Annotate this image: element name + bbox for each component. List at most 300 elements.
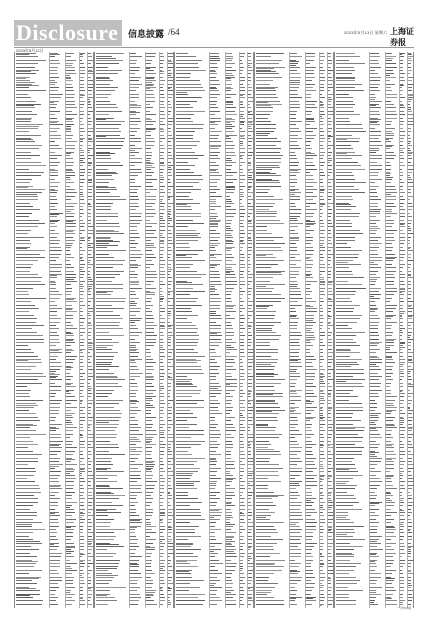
table-cell-text xyxy=(168,220,171,221)
table-cell-text xyxy=(66,301,77,302)
table-cell-text xyxy=(88,532,93,533)
table-cell-text xyxy=(226,60,232,61)
table-cell-text xyxy=(386,493,391,494)
table-cell-text xyxy=(240,356,245,357)
table-cell-text xyxy=(328,379,332,380)
table-cell-text xyxy=(320,282,324,283)
table-cell-text xyxy=(328,478,330,479)
table-cell-text xyxy=(400,451,405,452)
table-cell-text xyxy=(168,454,172,455)
table-cell-text xyxy=(66,547,75,548)
table-cell-text xyxy=(50,454,58,455)
table-cell-text xyxy=(290,577,302,578)
table-cell-text xyxy=(16,541,40,542)
table-cell-text xyxy=(176,549,201,550)
table-cell-text xyxy=(16,213,32,214)
table-cell-text xyxy=(160,169,164,170)
table-cell-text xyxy=(146,444,156,445)
table-cell-text xyxy=(88,502,92,503)
table-cell-text xyxy=(306,315,314,316)
table-cell-text xyxy=(96,549,107,550)
table-cell-text xyxy=(50,339,59,340)
table-cell-text xyxy=(408,522,412,523)
table-cell-text xyxy=(50,522,60,523)
table-cell-text xyxy=(146,167,155,168)
table-cell-text xyxy=(160,541,162,542)
table-cell-text xyxy=(66,422,73,423)
table-cell-text xyxy=(96,553,115,554)
table-cell-text xyxy=(226,230,233,231)
table-cell-text xyxy=(176,216,200,217)
table-cell-text xyxy=(50,87,59,88)
table-cell-text xyxy=(146,155,153,156)
table-cell-text xyxy=(386,177,393,178)
table-cell-text xyxy=(50,226,58,227)
table-cell-text xyxy=(370,604,379,605)
table-cell-text xyxy=(130,454,141,455)
table-cell-text xyxy=(248,424,253,425)
table-cell-text xyxy=(408,316,412,317)
table-cell-text xyxy=(146,359,154,360)
table-cell-text xyxy=(248,141,252,142)
table-cell-text xyxy=(146,390,156,391)
table-cell-text xyxy=(16,54,29,55)
table-cell-text xyxy=(66,101,76,102)
table-cell-text xyxy=(386,328,391,329)
table-cell-text xyxy=(210,111,220,112)
table-cell-text xyxy=(408,155,410,156)
table-cell-text xyxy=(210,517,215,518)
table-cell-text xyxy=(130,407,139,408)
table-cell-text xyxy=(210,464,216,465)
table-cell-text xyxy=(210,393,222,394)
table-cell-text xyxy=(256,471,278,472)
table-cell-text xyxy=(240,67,244,68)
table-cell-text xyxy=(320,566,322,567)
table-cell-text xyxy=(408,177,410,178)
table-cell-text xyxy=(386,543,396,544)
table-cell-text xyxy=(16,233,28,234)
table-cell-text xyxy=(386,366,393,367)
table-cell-text xyxy=(168,318,170,319)
table-cell-text xyxy=(320,111,324,112)
table-cell-text xyxy=(408,604,410,605)
table-cell-text xyxy=(306,277,313,278)
table-cell-text xyxy=(328,99,332,100)
table-cell-text xyxy=(210,165,219,166)
table-cell-text xyxy=(176,390,201,391)
table-cell-text xyxy=(80,359,82,360)
table-cell-text xyxy=(320,308,323,309)
table-cell-text xyxy=(96,377,118,378)
column-separator xyxy=(225,52,226,608)
table-cell-text xyxy=(226,104,233,105)
table-cell-text xyxy=(210,573,222,574)
table-cell-text xyxy=(50,240,60,241)
table-cell-text xyxy=(400,373,404,374)
table-cell-text xyxy=(336,485,357,486)
table-cell-text xyxy=(176,196,188,197)
table-cell-text xyxy=(130,243,139,244)
table-cell-text xyxy=(176,169,190,170)
table-cell-text xyxy=(88,573,90,574)
table-cell-text xyxy=(370,424,376,425)
table-cell-text xyxy=(336,483,346,484)
table-cell-text xyxy=(320,328,322,329)
table-cell-text xyxy=(336,131,365,132)
table-cell-text xyxy=(400,339,402,340)
table-cell-text xyxy=(66,70,75,71)
table-cell-text xyxy=(240,352,244,353)
table-cell-text xyxy=(256,413,278,414)
table-cell-text xyxy=(146,475,153,476)
table-cell-text xyxy=(256,592,270,593)
table-cell-text xyxy=(370,570,376,571)
table-cell-text xyxy=(66,415,73,416)
table-cell-text xyxy=(386,277,395,278)
table-cell-text xyxy=(256,308,267,309)
table-cell-text xyxy=(66,322,71,323)
table-cell-text xyxy=(306,294,311,295)
table-cell-text xyxy=(146,342,157,343)
table-cell-text xyxy=(160,257,163,258)
table-cell-text xyxy=(168,155,172,156)
table-cell-text xyxy=(290,461,303,462)
table-cell-text xyxy=(168,556,170,557)
table-cell-text xyxy=(408,135,410,136)
table-cell-text xyxy=(16,260,38,261)
table-cell-text xyxy=(176,179,203,180)
table-cell-text xyxy=(226,70,236,71)
table-cell-text xyxy=(66,376,73,377)
table-cell-text xyxy=(146,247,156,248)
table-cell-text xyxy=(160,206,164,207)
table-cell-text xyxy=(88,461,92,462)
table-cell-text xyxy=(370,417,379,418)
table-cell-text xyxy=(146,209,155,210)
table-cell-text xyxy=(80,543,84,544)
table-cell-text xyxy=(256,257,276,258)
table-cell-text xyxy=(328,413,330,414)
table-cell-text xyxy=(168,359,173,360)
table-cell-text xyxy=(336,298,350,299)
table-cell-text xyxy=(210,271,220,272)
table-cell-text xyxy=(88,566,90,567)
table-cell-text xyxy=(176,213,200,214)
table-cell-text xyxy=(370,498,376,499)
table-cell-text xyxy=(146,226,152,227)
table-cell-text xyxy=(306,410,314,411)
table-cell-text xyxy=(240,138,245,139)
table-cell-text xyxy=(226,339,232,340)
table-cell-text xyxy=(146,597,151,598)
table-cell-text xyxy=(210,325,221,326)
table-cell-text xyxy=(210,410,219,411)
table-cell-text xyxy=(336,350,351,351)
table-cell-text xyxy=(386,430,392,431)
table-cell-text xyxy=(240,84,243,85)
table-cell-text xyxy=(168,53,173,54)
table-cell-text xyxy=(210,301,221,302)
table-cell-text xyxy=(80,554,84,555)
table-cell-text xyxy=(160,332,163,333)
table-cell-text xyxy=(50,566,60,567)
table-cell-text xyxy=(168,393,170,394)
table-cell-text xyxy=(168,345,171,346)
table-cell-text xyxy=(240,396,243,397)
table-cell-text xyxy=(80,95,84,96)
table-cell-text xyxy=(320,121,323,122)
table-cell-text xyxy=(320,339,323,340)
table-cell-text xyxy=(80,139,83,140)
table-cell-text xyxy=(306,454,313,455)
table-cell-text xyxy=(370,475,376,476)
table-cell-text xyxy=(306,529,316,530)
table-cell-text xyxy=(256,468,283,469)
table-cell-text xyxy=(240,271,243,272)
table-cell-text xyxy=(176,373,203,374)
table-cell-text xyxy=(400,131,405,132)
table-cell-text xyxy=(66,492,75,493)
table-cell-text xyxy=(210,379,216,380)
table-cell-text xyxy=(306,396,317,397)
table-cell-text xyxy=(168,403,170,404)
table-cell-text xyxy=(146,124,153,125)
table-cell-text xyxy=(386,468,394,469)
table-cell-text xyxy=(168,373,172,374)
column-separator xyxy=(305,52,306,608)
table-cell-text xyxy=(80,485,83,486)
table-cell-text xyxy=(80,145,83,146)
column-separator xyxy=(399,52,400,608)
table-cell-text xyxy=(400,422,404,423)
table-cell-text xyxy=(386,169,391,170)
table-cell-text xyxy=(80,128,84,129)
table-cell-text xyxy=(88,291,90,292)
table-cell-text xyxy=(248,163,251,164)
table-cell-text xyxy=(256,133,269,134)
table-cell-text xyxy=(210,201,216,202)
table-cell-text xyxy=(256,277,272,278)
table-cell-text xyxy=(50,165,58,166)
table-cell-text xyxy=(16,543,41,544)
table-cell-text xyxy=(240,529,245,530)
table-cell-text xyxy=(130,138,141,139)
page-number: /64 xyxy=(168,27,180,37)
table-cell-text xyxy=(226,373,231,374)
table-cell-text xyxy=(226,400,232,401)
table-cell-text xyxy=(336,577,356,578)
table-cell-text xyxy=(226,155,237,156)
table-cell-text xyxy=(160,296,164,297)
table-cell-text xyxy=(130,175,138,176)
table-cell-text xyxy=(160,284,165,285)
table-cell-text xyxy=(176,288,193,289)
table-cell-text xyxy=(88,407,91,408)
table-cell-text xyxy=(130,390,138,391)
table-cell-text xyxy=(400,570,402,571)
table-cell-text xyxy=(240,373,245,374)
table-cell-text xyxy=(88,349,93,350)
table-cell-text xyxy=(210,580,220,581)
table-cell-text xyxy=(210,255,215,256)
table-cell-text xyxy=(386,211,392,212)
table-cell-text xyxy=(226,75,235,76)
table-cell-text xyxy=(408,60,412,61)
table-cell-text xyxy=(328,247,333,248)
table-cell-text xyxy=(320,471,323,472)
table-cell-text xyxy=(130,502,138,503)
table-cell-text xyxy=(176,597,198,598)
table-cell-text xyxy=(248,553,253,554)
table-cell-text xyxy=(400,379,402,380)
table-cell-text xyxy=(226,427,235,428)
table-cell-text xyxy=(16,410,29,411)
table-cell-text xyxy=(256,342,270,343)
table-cell-text xyxy=(256,318,274,319)
table-cell-text xyxy=(290,121,302,122)
table-cell-text xyxy=(328,80,332,81)
table-cell-text xyxy=(80,152,84,153)
table-cell-text xyxy=(146,495,151,496)
table-cell-text xyxy=(328,560,330,561)
table-cell-text xyxy=(146,405,153,406)
table-cell-text xyxy=(256,243,285,244)
table-cell-text xyxy=(66,597,72,598)
table-cell-text xyxy=(66,551,74,552)
table-cell-text xyxy=(16,182,30,183)
table-cell-text xyxy=(96,424,119,425)
table-cell-text xyxy=(256,68,273,69)
table-cell-text xyxy=(50,498,61,499)
table-cell-text xyxy=(88,383,90,384)
table-cell-text xyxy=(306,158,313,159)
table-cell-text xyxy=(328,308,331,309)
table-cell-text xyxy=(306,430,312,431)
table-cell-text xyxy=(210,461,218,462)
table-cell-text xyxy=(88,216,91,217)
table-cell-text xyxy=(290,566,299,567)
table-cell-text xyxy=(226,88,233,89)
table-cell-text xyxy=(88,56,92,57)
table-cell-text xyxy=(130,118,140,119)
table-cell-text xyxy=(130,152,139,153)
table-cell-text xyxy=(130,112,141,113)
table-cell-text xyxy=(408,131,411,132)
table-cell-text xyxy=(400,298,403,299)
table-cell-text xyxy=(328,573,333,574)
table-cell-text xyxy=(130,556,142,557)
column-separator xyxy=(167,52,168,608)
table-cell-text xyxy=(400,175,403,176)
table-cell-text xyxy=(386,226,392,227)
table-cell-text xyxy=(386,386,390,387)
table-cell-text xyxy=(256,496,278,497)
table-cell-text xyxy=(400,105,404,106)
section-title: 信息披露 xyxy=(128,29,165,39)
table-cell-text xyxy=(146,362,156,363)
table-cell-text xyxy=(400,107,405,108)
table-cell-text xyxy=(210,349,215,350)
table-cell-text xyxy=(130,199,140,200)
table-cell-text xyxy=(50,539,58,540)
table-cell-text xyxy=(168,203,172,204)
table-cell-text xyxy=(328,56,331,57)
table-cell-text xyxy=(16,203,30,204)
table-cell-text xyxy=(176,250,203,251)
table-cell-text xyxy=(210,196,223,197)
table-cell-text xyxy=(88,393,92,394)
table-cell-text xyxy=(306,206,310,207)
table-cell-text xyxy=(16,73,35,74)
table-cell-text xyxy=(290,260,301,261)
table-cell-text xyxy=(88,104,91,105)
table-cell-text xyxy=(66,543,74,544)
table-cell-text xyxy=(210,512,223,513)
table-cell-text xyxy=(50,277,57,278)
table-cell-text xyxy=(240,577,245,578)
table-cell-text xyxy=(210,294,219,295)
table-cell-text xyxy=(168,199,170,200)
table-cell-text xyxy=(408,451,411,452)
table-cell-text xyxy=(210,73,217,74)
table-cell-text xyxy=(96,556,113,557)
table-cell-text xyxy=(96,294,110,295)
table-cell-text xyxy=(386,594,393,595)
table-cell-text xyxy=(306,413,311,414)
table-cell-text xyxy=(226,162,236,163)
table-cell-text xyxy=(336,104,355,105)
table-cell-text xyxy=(370,77,381,78)
table-cell-text xyxy=(168,328,172,329)
table-cell-text xyxy=(256,173,275,174)
table-cell-text xyxy=(88,563,93,564)
table-cell-text xyxy=(328,138,330,139)
table-cell-text xyxy=(408,275,410,276)
table-cell-text xyxy=(290,67,300,68)
table-cell-text xyxy=(386,196,397,197)
table-cell-text xyxy=(408,356,412,357)
table-cell-text xyxy=(240,274,243,275)
table-cell-text xyxy=(336,417,351,418)
table-cell-text xyxy=(226,114,237,115)
table-cell-text xyxy=(176,458,205,459)
table-cell-text xyxy=(160,254,163,255)
table-cell-text xyxy=(370,410,375,411)
table-cell-text xyxy=(400,301,404,302)
table-cell-text xyxy=(16,315,34,316)
table-cell-text xyxy=(240,444,244,445)
table-cell-text xyxy=(16,498,38,499)
table-cell-text xyxy=(168,186,173,187)
table-cell-text xyxy=(386,90,392,91)
table-cell-text xyxy=(370,284,375,285)
table-cell-text xyxy=(160,335,164,336)
table-cell-text xyxy=(336,84,362,85)
table-cell-text xyxy=(80,258,82,259)
table-cell-text xyxy=(16,345,27,346)
table-cell-text xyxy=(168,97,172,98)
table-cell-text xyxy=(130,444,136,445)
table-cell-text xyxy=(176,60,202,61)
table-cell-text xyxy=(210,383,219,384)
table-cell-text xyxy=(400,434,403,435)
table-cell-text xyxy=(168,337,171,338)
table-cell-text xyxy=(248,243,252,244)
table-cell-text xyxy=(328,410,331,411)
table-cell-text xyxy=(320,454,324,455)
table-cell-text xyxy=(96,216,118,217)
